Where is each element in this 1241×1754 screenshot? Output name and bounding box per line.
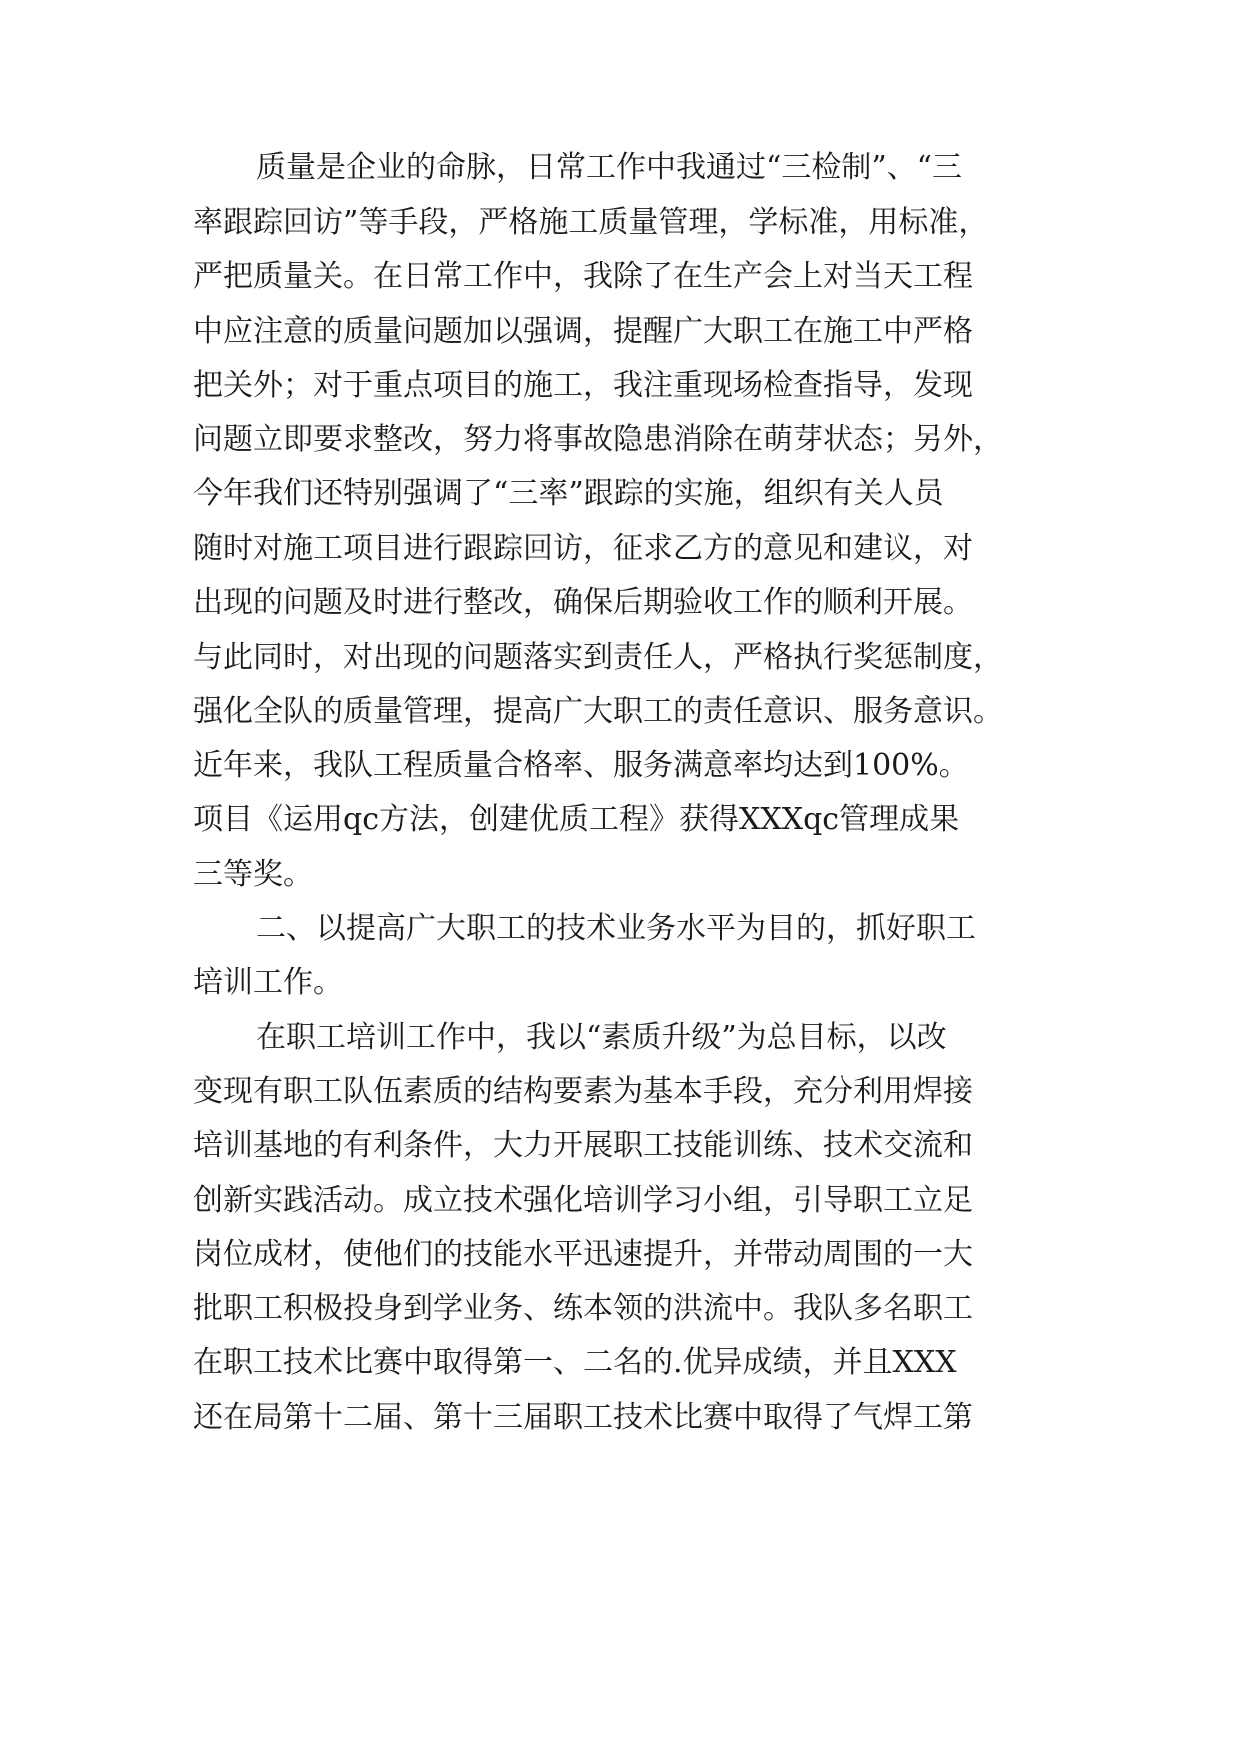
paragraph-1-line-10: 与此同时，对出现的问题落实到责任人，严格执行奖惩制度， <box>193 640 1003 675</box>
paragraph-1-line-6: 问题立即要求整改，努力将事故隐患消除在萌芽状态；另外， <box>193 422 1003 457</box>
paragraph-2-line-3: 培训基地的有利条件，大力开展职工技能训练、技术交流和 <box>193 1128 973 1163</box>
paragraph-1-line-9: 出现的问题及时进行整改，确保后期验收工作的顺利开展。 <box>193 585 973 620</box>
paragraph-2-line-5: 岗位成材，使他们的技能水平迅速提升，并带动周围的一大 <box>193 1237 973 1272</box>
paragraph-1-line-5: 把关外；对于重点项目的施工，我注重现场检查指导，发现 <box>193 368 973 403</box>
paragraph-1-line-11: 强化全队的质量管理，提高广大职工的责任意识、服务意识。 <box>193 694 1003 729</box>
paragraph-1-line-4: 中应注意的质量问题加以强调，提醒广大职工在施工中严格 <box>193 314 973 349</box>
paragraph-1-line-8: 随时对施工项目进行跟踪回访，征求乙方的意见和建议，对 <box>193 531 973 566</box>
section-heading-line-1: 二、以提高广大职工的技术业务水平为目的，抓好职工 <box>256 911 976 946</box>
paragraph-1-line-7: 今年我们还特别强调了“三率”跟踪的实施，组织有关人员 <box>193 476 944 511</box>
paragraph-1-line-13: 项目《运用qc方法，创建优质工程》获得XXXqc管理成果 <box>193 802 960 837</box>
paragraph-2-line-2: 变现有职工队伍素质的结构要素为基本手段，充分利用焊接 <box>193 1074 973 1109</box>
paragraph-2-line-7: 在职工技术比赛中取得第一、二名的.优异成绩，并且XXX <box>193 1345 957 1380</box>
paragraph-1-line-1: 质量是企业的命脉，日常工作中我通过“三检制”、“三 <box>256 150 963 185</box>
section-heading-line-2: 培训工作。 <box>193 965 343 1000</box>
paragraph-1-line-3: 严把质量关。在日常工作中，我除了在生产会上对当天工程 <box>193 259 973 294</box>
paragraph-2-line-6: 批职工积极投身到学业务、练本领的洪流中。我队多名职工 <box>193 1291 973 1326</box>
paragraph-2-line-8: 还在局第十二届、第十三届职工技术比赛中取得了气焊工第 <box>193 1400 973 1435</box>
paragraph-1-line-2: 率跟踪回访”等手段，严格施工质量管理，学标准，用标准， <box>193 205 989 240</box>
paragraph-2-line-1: 在职工培训工作中，我以“素质升级”为总目标，以改 <box>256 1020 947 1055</box>
paragraph-1-line-14: 三等奖。 <box>193 857 313 892</box>
paragraph-1-line-12: 近年来，我队工程质量合格率、服务满意率均达到100%。 <box>193 748 969 783</box>
paragraph-2-line-4: 创新实践活动。成立技术强化培训学习小组，引导职工立足 <box>193 1183 973 1218</box>
